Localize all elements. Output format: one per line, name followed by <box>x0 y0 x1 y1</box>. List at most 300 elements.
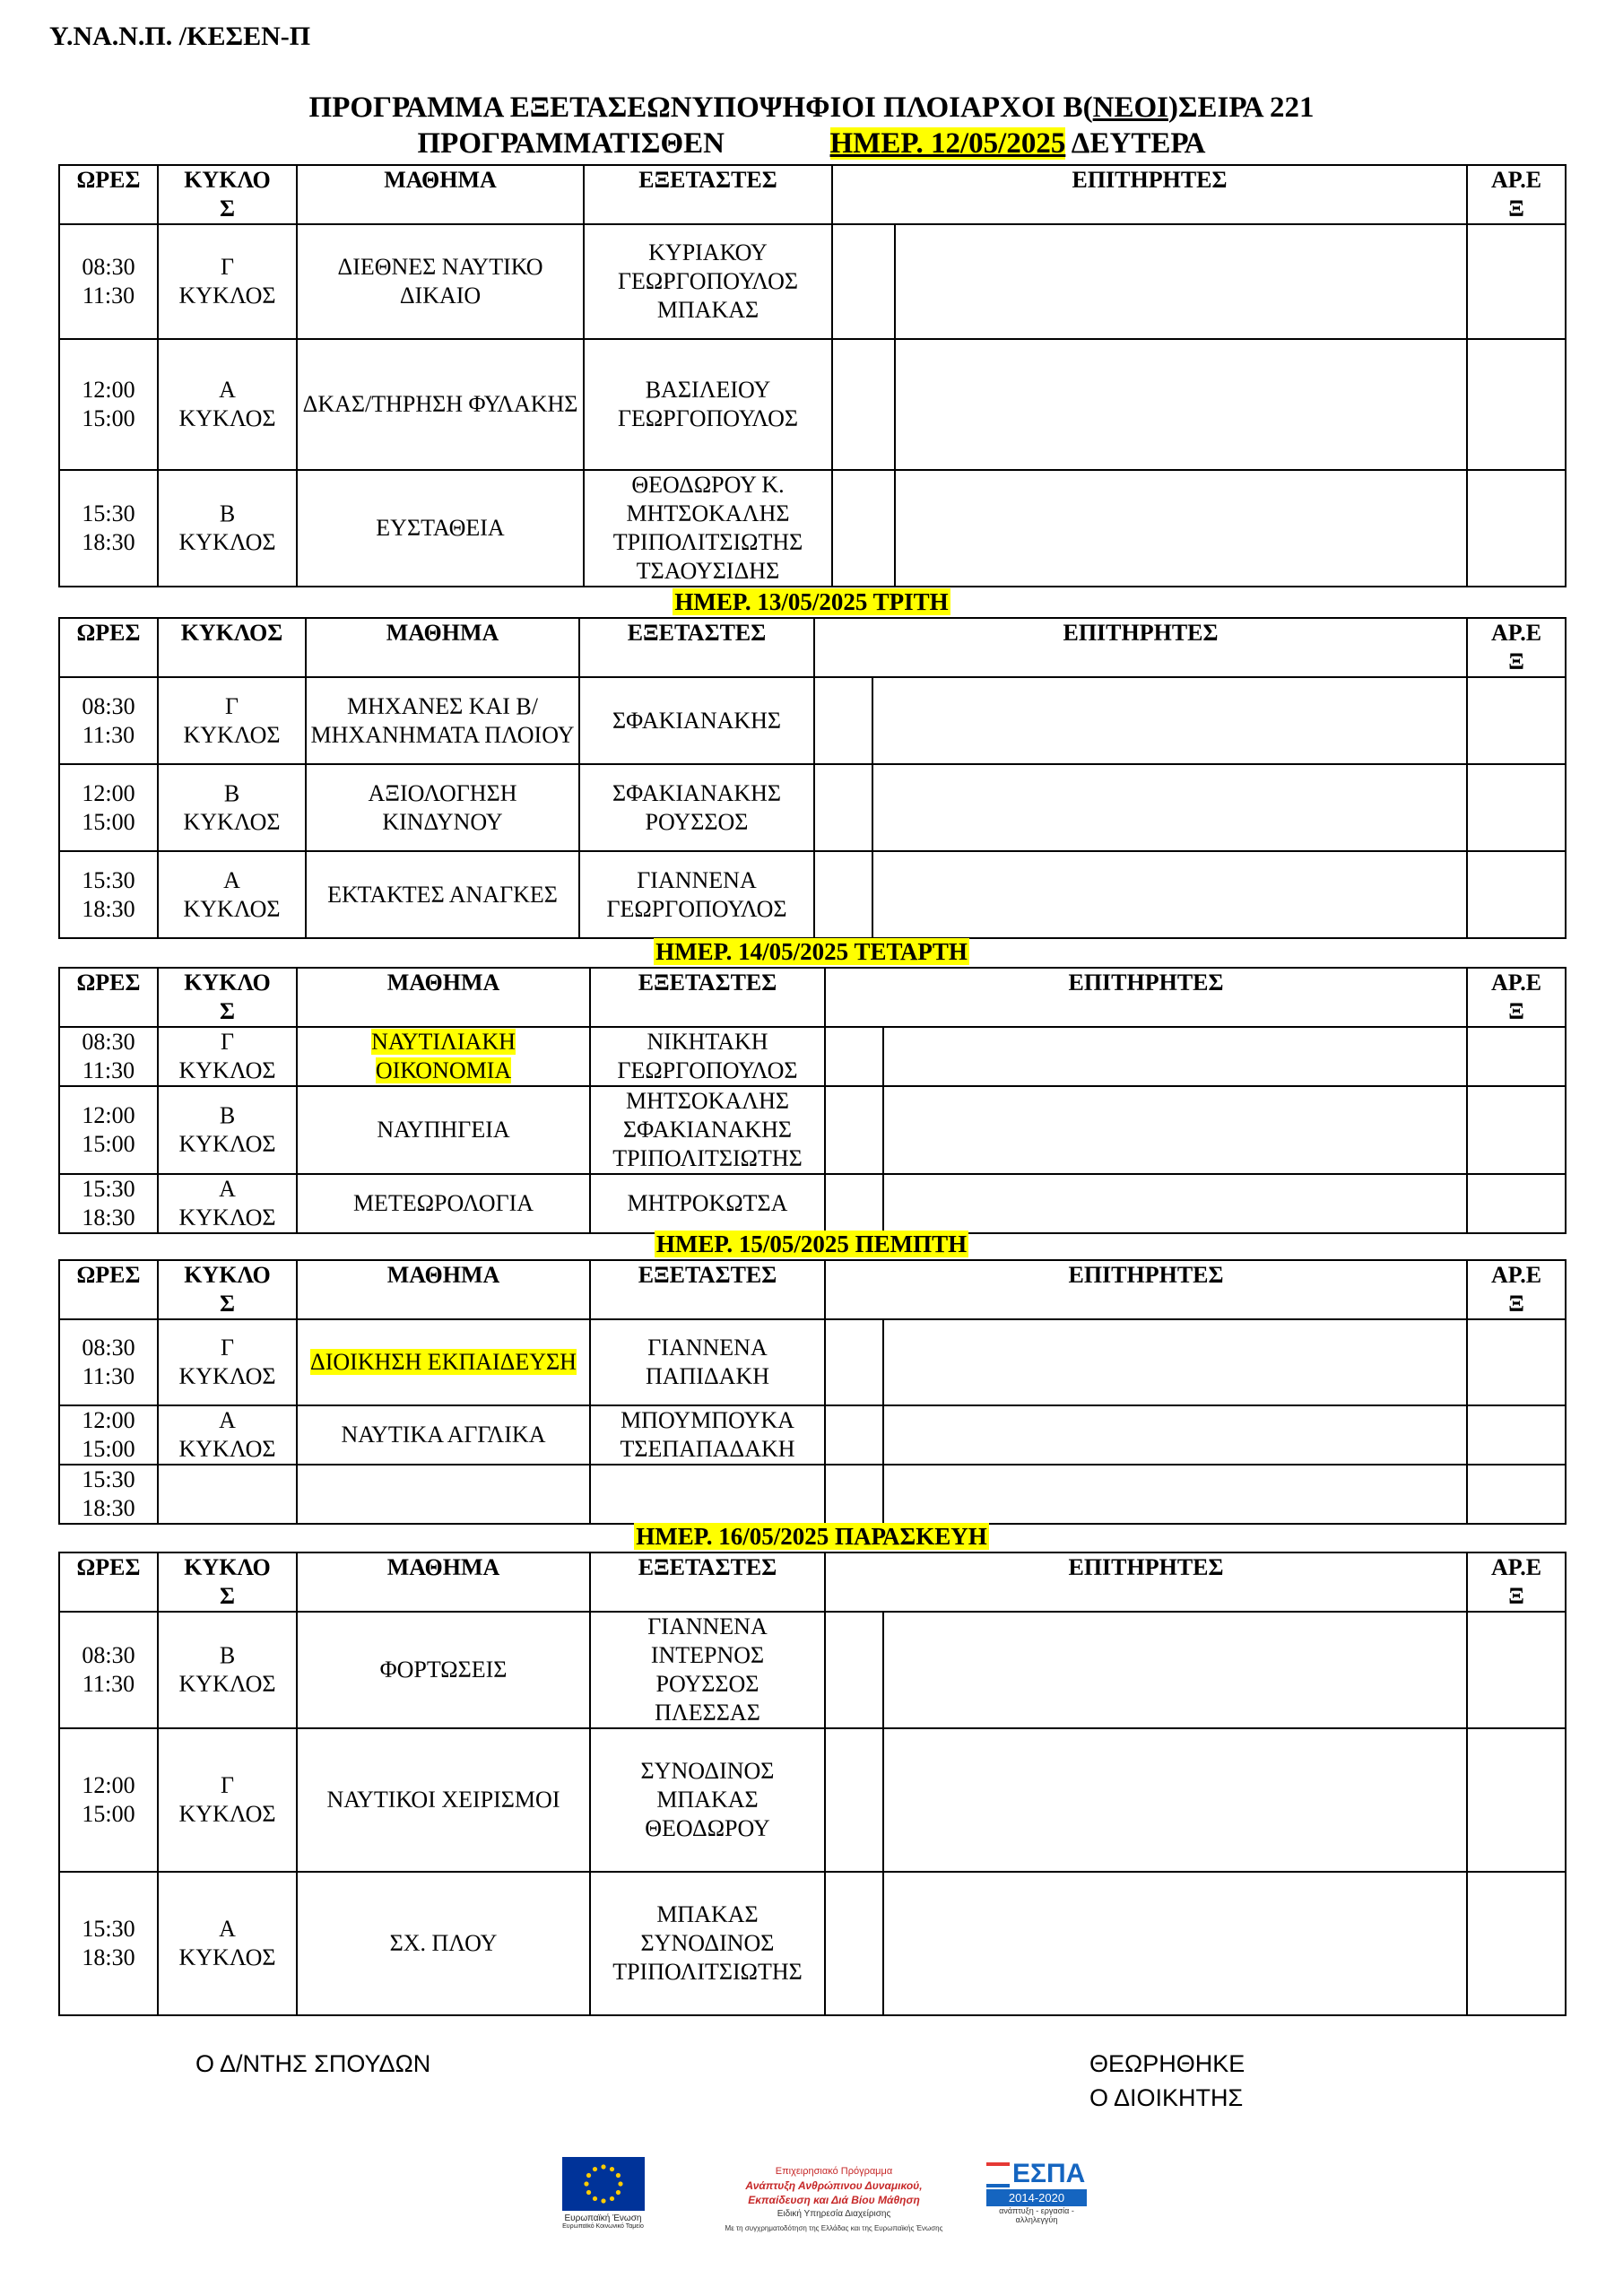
exam-examiners <box>590 1728 825 1872</box>
exam-course <box>306 851 579 938</box>
header-row <box>59 618 1566 677</box>
col-header-course: ΜΑΘΗΜΑ <box>297 968 590 1027</box>
exam-course <box>297 1612 590 1728</box>
supervisor-cell-wide <box>895 224 1467 339</box>
exam-time <box>59 1465 158 1524</box>
exam-cycle <box>158 1086 297 1174</box>
director-of-studies-signature: Ο Δ/ΝΤΗΣ ΣΠΟΥΔΩΝ <box>195 2050 431 2077</box>
examiner-name: ΤΣΑΟΥΣΙΔΗΣ <box>636 558 780 584</box>
col-header-cycle: ΚΥΚΛΟ Σ <box>158 968 297 1027</box>
examiner-name: ΠΑΠΙΔΑΚΗ <box>645 1363 770 1389</box>
time-start: 08:30 <box>82 254 135 280</box>
cycle-part: ΚΥΚΛΟΣ <box>178 1801 276 1827</box>
col-header-exam-count: ΑΡ.Ε Ξ <box>1467 165 1566 224</box>
commander-label: Ο ΔΙΟΙΚΗΤΗΣ <box>1089 2084 1244 2111</box>
exam-cycle <box>158 1872 297 2015</box>
supervisor-cell-narrow <box>825 1465 883 1524</box>
examiner-name: ΓΙΑΝΝΕΝΑ <box>647 1613 768 1639</box>
supervisor-cell-narrow <box>825 1174 883 1233</box>
eu-star <box>615 2173 620 2178</box>
op-line-5: Με τη συγχρηματοδότηση της Ελλάδας και της Ευρωπαϊκής Ένωσης <box>725 2224 943 2232</box>
exam-count-cell <box>1467 1086 1566 1174</box>
exam-time <box>59 851 158 938</box>
exam-time <box>59 470 158 587</box>
time-end: 18:30 <box>82 1495 135 1521</box>
examiner-name: ΡΟΥΣΣΟΣ <box>645 808 749 835</box>
col-header-supervisors: ΕΠΙΤΗΡΗΤΕΣ <box>814 618 1467 677</box>
table-row <box>59 1728 1566 1872</box>
col-header-examiners: ΕΞΕΤΑΣΤΕΣ <box>579 618 814 677</box>
course-name: ΔΚΑΣ/ΤΗΡΗΣΗ ΦΥΛΑΚΗΣ <box>302 391 578 417</box>
examiner-name: ΣΦΑΚΙΑΝΑΚΗΣ <box>622 1117 793 1143</box>
course-name: ΝΑΥΠΗΓΕΙΑ <box>377 1117 510 1143</box>
approved-label: ΘΕΩΡΗΘΗΚΕ <box>1089 2050 1245 2077</box>
col-header-cycle: ΚΥΚΛΟΣ <box>158 618 306 677</box>
examiner-name: ΣΥΝΟΔΙΝΟΣ <box>640 1930 775 1956</box>
supervisor-cell-narrow <box>832 470 895 587</box>
time-end: 18:30 <box>82 1944 135 1970</box>
exam-examiners <box>584 224 832 339</box>
exam-examiners <box>590 1027 825 1086</box>
exam-examiners <box>579 851 814 938</box>
supervisor-cell-wide <box>883 1872 1467 2015</box>
cycle-part: ΚΥΚΛΟΣ <box>178 529 276 555</box>
exam-count-cell <box>1467 677 1566 764</box>
eu-star <box>601 2198 605 2203</box>
exam-time <box>59 1405 158 1465</box>
cycle-part: Α <box>223 866 240 893</box>
examiner-name: ΓΙΑΝΝΕΝΑ <box>647 1335 768 1361</box>
day-heading-label: ΗΜΕΡ. 16/05/2025 ΠΑΡΑΣΚΕΥΗ <box>636 1523 987 1550</box>
time-start: 15:30 <box>82 1176 135 1202</box>
cycle-part: ΚΥΚΛΟΣ <box>178 1363 276 1389</box>
day-heading-label: ΗΜΕΡ. 15/05/2025 ΠΕΜΠΤΗ <box>655 1231 968 1257</box>
espa-mark-icon <box>986 2162 1010 2187</box>
supervisor-cell-wide <box>883 1465 1467 1524</box>
course-name: ΝΑΥΤΙΛΙΑΚΗ ΟΙΚΟΝΟΜΙΑ <box>371 1029 516 1083</box>
supervisor-cell-wide <box>883 1086 1467 1174</box>
exam-cycle <box>158 1174 297 1233</box>
exam-time <box>59 224 158 339</box>
header-row <box>59 1552 1566 1612</box>
supervisor-cell-narrow <box>814 677 872 764</box>
col-header-course: ΜΑΘΗΜΑ <box>297 1552 590 1612</box>
cycle-part: ΚΥΚΛΟΣ <box>178 1131 276 1157</box>
table-row <box>59 339 1566 470</box>
examiner-name: ΤΡΙΠΟΛΙΤΣΙΩΤΗΣ <box>612 1145 803 1171</box>
espa-tagline: ανάπτυξη - εργασία - αλληλεγγύη <box>999 2206 1074 2224</box>
schedule-table-day-4 <box>58 1259 1567 1525</box>
exam-count-cell <box>1467 1465 1566 1524</box>
eu-star <box>618 2181 622 2186</box>
supervisor-cell-wide <box>883 1405 1467 1465</box>
schedule-body <box>59 1552 1566 2015</box>
col-header-cycle: ΚΥΚΛΟ Σ <box>158 1260 297 1319</box>
exam-course <box>297 470 584 587</box>
time-end: 18:30 <box>82 895 135 922</box>
day-heading-3 <box>0 937 1623 967</box>
examiner-name: ΜΠΑΚΑΣ <box>656 297 759 323</box>
supervisor-cell-wide <box>895 339 1467 470</box>
exam-course <box>297 1027 590 1086</box>
eu-caption: Ευρωπαϊκή Ένωση <box>564 2213 642 2223</box>
schedule-body <box>59 618 1566 938</box>
exam-cycle <box>158 851 306 938</box>
examiner-name: ΜΗΤΣΟΚΑΛΗΣ <box>626 500 790 526</box>
eu-star <box>609 2196 613 2201</box>
examiner-name: ΓΙΑΝΝΕΝΑ <box>637 866 757 893</box>
cycle-part: Γ <box>220 1772 235 1798</box>
supervisor-cell-wide <box>872 851 1467 938</box>
examiner-name: ΝΙΚΗΤΑΚΗ <box>647 1029 768 1055</box>
exam-cycle <box>158 1027 297 1086</box>
exam-cycle <box>158 224 297 339</box>
exam-course <box>306 677 579 764</box>
course-name: ΜΕΤΕΩΡΟΛΟΓΙΑ <box>352 1190 534 1216</box>
course-name: ΔΙΟΙΚΗΣΗ ΕΚΠΑΙΔΕΥΣΗ <box>310 1349 577 1375</box>
exam-cycle <box>158 1612 297 1728</box>
exam-time <box>59 1174 158 1233</box>
table-row <box>59 1027 1566 1086</box>
time-end: 15:00 <box>82 808 135 835</box>
op-line-3: Εκπαίδευση και Διά Βίου Μάθηση <box>748 2194 920 2206</box>
time-start: 15:30 <box>82 1916 135 1942</box>
supervisor-cell-wide <box>883 1319 1467 1405</box>
document-title <box>0 90 1623 126</box>
cycle-part: Β <box>219 1642 236 1668</box>
supervisor-cell-narrow <box>825 1872 883 2015</box>
col-header-exam-count: ΑΡ.Ε Ξ <box>1467 618 1566 677</box>
day-heading-label: ΗΜΕΡ. 13/05/2025 ΤΡΙΤΗ <box>674 588 949 615</box>
schedule-table-day-5 <box>58 1552 1567 2016</box>
course-name: ΝΑΥΤΙΚΟΙ ΧΕΙΡΙΣΜΟΙ <box>326 1787 560 1813</box>
examiner-name: ΜΗΤΡΟΚΩΤΣΑ <box>627 1190 788 1216</box>
col-header-hours: ΩΡΕΣ <box>59 968 158 1027</box>
eu-star <box>586 2190 590 2195</box>
examiner-name: ΤΡΙΠΟΛΙΤΣΙΩΤΗΣ <box>612 529 803 555</box>
exam-course <box>297 1319 590 1405</box>
title-underlined: ΝΕΟΙ <box>1092 91 1168 124</box>
exam-course <box>297 339 584 470</box>
exam-course <box>297 1086 590 1174</box>
supervisor-cell-narrow <box>832 339 895 470</box>
col-header-course: ΜΑΘΗΜΑ <box>297 1260 590 1319</box>
time-start: 12:00 <box>82 779 135 806</box>
col-header-exam-count: ΑΡ.Ε Ξ <box>1467 1552 1566 1612</box>
time-end: 11:30 <box>82 1671 135 1697</box>
examiner-name: ΓΕΩΡΓΟΠΟΥΛΟΣ <box>606 895 787 922</box>
eu-star <box>592 2167 596 2171</box>
supervisor-cell-wide <box>883 1728 1467 1872</box>
exam-time <box>59 339 158 470</box>
document-subtitle <box>0 126 1623 161</box>
cycle-part: Β <box>219 1102 236 1128</box>
day-heading-2 <box>0 587 1623 617</box>
supervisor-cell-narrow <box>825 1728 883 1872</box>
supervisor-cell-narrow <box>814 851 872 938</box>
course-name: ΕΥΣΤΑΘΕΙΑ <box>376 515 505 541</box>
table-row <box>59 851 1566 938</box>
exam-time <box>59 677 158 764</box>
cycle-part: Α <box>219 1407 236 1433</box>
eu-star <box>615 2190 620 2195</box>
exam-examiners <box>590 1405 825 1465</box>
exam-count-cell <box>1467 1319 1566 1405</box>
col-header-cycle: ΚΥΚΛΟ Σ <box>158 1552 297 1612</box>
op-line-1: Επιχειρησιακό Πρόγραμμα <box>775 2166 893 2177</box>
exam-examiners <box>590 1612 825 1728</box>
table-row <box>59 1872 1566 2015</box>
examiner-name: ΒΑΣΙΛΕΙΟΥ <box>645 377 771 403</box>
operational-programme-logo <box>708 2164 959 2236</box>
examiner-name: ΡΟΥΣΣΟΣ <box>655 1671 759 1697</box>
cycle-part: ΚΥΚΛΟΣ <box>178 1057 276 1083</box>
exam-examiners <box>579 677 814 764</box>
title-suffix: )ΣΕΙΡΑ 221 <box>1167 91 1315 124</box>
exam-time <box>59 764 158 851</box>
col-header-examiners: ΕΞΕΤΑΣΤΕΣ <box>590 968 825 1027</box>
time-end: 11:30 <box>82 1363 135 1389</box>
cycle-part: ΚΥΚΛΟΣ <box>178 1436 276 1462</box>
eu-star <box>592 2196 596 2201</box>
time-start: 15:30 <box>82 500 135 526</box>
eu-star <box>584 2181 588 2186</box>
time-end: 18:30 <box>82 529 135 555</box>
examiner-name: ΣΦΑΚΙΑΝΑΚΗΣ <box>612 779 782 806</box>
examiner-name: ΤΡΙΠΟΛΙΤΣΙΩΤΗΣ <box>612 1959 803 1985</box>
schedule-body <box>59 165 1566 587</box>
examiner-name: ΜΠΑΚΑΣ <box>656 1901 759 1927</box>
examiner-name: ΣΥΝΟΔΙΝΟΣ <box>640 1758 775 1784</box>
exam-cycle <box>158 1319 297 1405</box>
examiner-name: ΜΗΤΣΟΚΑΛΗΣ <box>626 1088 789 1114</box>
exam-cycle <box>158 1465 297 1524</box>
cycle-part: ΚΥΚΛΟΣ <box>183 895 281 922</box>
supervisor-cell-narrow <box>825 1319 883 1405</box>
first-day-date: ΗΜΕΡ. 12/05/2025 <box>829 127 1066 160</box>
cycle-part: Γ <box>220 254 235 280</box>
exam-count-cell <box>1467 1728 1566 1872</box>
eu-star <box>586 2173 590 2178</box>
eu-star <box>609 2167 613 2171</box>
header-row <box>59 968 1566 1027</box>
table-row <box>59 1174 1566 1233</box>
exam-time <box>59 1872 158 2015</box>
cycle-part: Β <box>223 779 240 806</box>
schedule-table-day-2 <box>58 617 1567 939</box>
cycle-part: Β <box>219 500 236 526</box>
exam-examiners <box>584 470 832 587</box>
day-heading-5 <box>0 1522 1623 1552</box>
exam-examiners <box>590 1872 825 2015</box>
table-row <box>59 1465 1566 1524</box>
schedule-table-day-3 <box>58 967 1567 1234</box>
time-end: 15:00 <box>82 405 135 431</box>
examiner-name: ΘΕΟΔΩΡΟΥ <box>645 1815 770 1841</box>
cycle-part: ΚΥΚΛΟΣ <box>183 721 281 748</box>
exam-cycle <box>158 470 297 587</box>
exam-count-cell <box>1467 1612 1566 1728</box>
time-start: 08:30 <box>82 692 135 719</box>
exam-cycle <box>158 339 297 470</box>
exam-count-cell <box>1467 1872 1566 2015</box>
supervisor-cell-narrow <box>825 1405 883 1465</box>
exam-examiners <box>590 1465 825 1524</box>
exam-count-cell <box>1467 224 1566 339</box>
supervisor-cell-narrow <box>825 1086 883 1174</box>
supervisor-cell-narrow <box>814 764 872 851</box>
table-row <box>59 1086 1566 1174</box>
exam-time <box>59 1728 158 1872</box>
exam-count-cell <box>1467 1405 1566 1465</box>
table-row <box>59 764 1566 851</box>
exam-course <box>297 1728 590 1872</box>
col-header-examiners: ΕΞΕΤΑΣΤΕΣ <box>590 1260 825 1319</box>
exam-time <box>59 1319 158 1405</box>
exam-count-cell <box>1467 339 1566 470</box>
examiner-name: ΚΥΡΙΑΚΟΥ <box>648 239 768 265</box>
exam-count-cell <box>1467 1027 1566 1086</box>
exam-cycle <box>158 764 306 851</box>
supervisor-cell-wide <box>872 677 1467 764</box>
cycle-part: Α <box>219 1916 236 1942</box>
course-name: ΜΗΧΑΝΕΣ ΚΑΙ Β/ΜΗΧΑΝΗΜΑΤΑ ΠΛΟΙΟΥ <box>310 692 575 748</box>
time-end: 11:30 <box>82 721 135 748</box>
table-row <box>59 470 1566 587</box>
examiner-name: ΓΕΩΡΓΟΠΟΥΛΟΣ <box>617 1057 798 1083</box>
col-header-hours: ΩΡΕΣ <box>59 1260 158 1319</box>
time-start: 15:30 <box>82 866 135 893</box>
espa-logo <box>986 2159 1087 2224</box>
col-header-supervisors: ΕΠΙΤΗΡΗΤΕΣ <box>832 165 1467 224</box>
exam-examiners <box>590 1319 825 1405</box>
exam-cycle <box>158 1405 297 1465</box>
op-line-4: Ειδική Υπηρεσία Διαχείρισης <box>777 2209 891 2219</box>
col-header-hours: ΩΡΕΣ <box>59 618 158 677</box>
organization-code: Υ.ΝΑ.Ν.Π. /ΚΕΣΕΝ-Π <box>49 22 311 51</box>
col-header-supervisors: ΕΠΙΤΗΡΗΤΕΣ <box>825 1260 1467 1319</box>
exam-examiners <box>584 339 832 470</box>
time-start: 12:00 <box>82 1772 135 1798</box>
time-end: 15:00 <box>82 1131 135 1157</box>
course-name: ΦΟΡΤΩΣΕΙΣ <box>379 1657 508 1683</box>
espa-text: ΕΣΠΑ <box>1012 2159 1086 2188</box>
cycle-part: ΚΥΚΛΟΣ <box>183 808 281 835</box>
supervisor-cell-narrow <box>825 1027 883 1086</box>
col-header-examiners: ΕΞΕΤΑΣΤΕΣ <box>590 1552 825 1612</box>
exam-examiners <box>590 1174 825 1233</box>
col-header-cycle: ΚΥΚΛΟ Σ <box>158 165 297 224</box>
examiner-name: ΜΠΟΥΜΠΟΥΚΑ <box>621 1407 794 1433</box>
course-name: ΝΑΥΤΙΚΑ ΑΓΓΛΙΚΑ <box>341 1422 546 1448</box>
cycle-part: ΚΥΚΛΟΣ <box>178 405 276 431</box>
espa-name <box>986 2159 1087 2189</box>
time-end: 11:30 <box>82 1057 135 1083</box>
time-end: 11:30 <box>82 283 135 309</box>
col-header-supervisors: ΕΠΙΤΗΡΗΤΕΣ <box>825 968 1467 1027</box>
time-start: 08:30 <box>82 1029 135 1055</box>
time-end: 15:00 <box>82 1436 135 1462</box>
examiner-name: ΙΝΤΕΡΝΟΣ <box>650 1642 765 1668</box>
cycle-part: ΚΥΚΛΟΣ <box>178 1205 276 1231</box>
course-name: ΕΚΤΑΚΤΕΣ ΑΝΑΓΚΕΣ <box>327 881 558 908</box>
exam-count-cell <box>1467 470 1566 587</box>
examiner-name: ΤΣΕΠΑΠΑΔΑΚΗ <box>620 1436 795 1462</box>
eu-star <box>601 2164 605 2169</box>
time-start: 12:00 <box>82 1407 135 1433</box>
supervisor-cell-wide <box>895 470 1467 587</box>
op-line-2: Ανάπτυξη Ανθρώπινου Δυναμικού, <box>745 2179 923 2192</box>
header-row <box>59 1260 1566 1319</box>
exam-cycle <box>158 677 306 764</box>
cycle-part: Α <box>219 1176 236 1202</box>
exam-count-cell <box>1467 764 1566 851</box>
exam-course <box>297 1465 590 1524</box>
exam-cycle <box>158 1728 297 1872</box>
exam-count-cell <box>1467 1174 1566 1233</box>
eu-logo <box>560 2157 646 2230</box>
exam-course <box>306 764 579 851</box>
title-prefix: ΠΡΟΓΡΑΜΜΑ ΕΞΕΤΑΣΕΩΝΥΠΟΨΗΦΙΟΙ ΠΛΟΙΑΡΧΟΙ Β( <box>308 91 1093 124</box>
programmed-label: ΠΡΟΓΡΑΜΜΑΤΙΣΘΕΝ <box>417 127 725 160</box>
course-name: ΑΞΙΟΛΟΓΗΣΗ ΚΙΝΔΥΝΟΥ <box>368 779 517 835</box>
col-header-exam-count: ΑΡ.Ε Ξ <box>1467 1260 1566 1319</box>
col-header-course: ΜΑΘΗΜΑ <box>297 165 584 224</box>
commander-approval <box>1089 2047 1245 2115</box>
col-header-hours: ΩΡΕΣ <box>59 165 158 224</box>
examiner-name: ΓΕΩΡΓΟΠΟΥΛΟΣ <box>618 405 798 431</box>
table-row <box>59 1319 1566 1405</box>
time-start: 15:30 <box>82 1466 135 1492</box>
schedule-body <box>59 1260 1566 1524</box>
cycle-part: ΚΥΚΛΟΣ <box>178 1944 276 1970</box>
time-start: 12:00 <box>82 377 135 403</box>
exam-time <box>59 1612 158 1728</box>
supervisor-cell-wide <box>883 1174 1467 1233</box>
cycle-part: ΚΥΚΛΟΣ <box>178 1671 276 1697</box>
exam-time <box>59 1086 158 1174</box>
course-name: ΔΙΕΘΝΕΣ ΝΑΥΤΙΚΟ ΔΙΚΑΙΟ <box>337 254 543 309</box>
exam-course <box>297 1872 590 2015</box>
col-header-hours: ΩΡΕΣ <box>59 1552 158 1612</box>
col-header-exam-count: ΑΡ.Ε Ξ <box>1467 968 1566 1027</box>
exam-examiners <box>579 764 814 851</box>
examiner-name: ΠΛΕΣΣΑΣ <box>655 1700 760 1726</box>
cycle-part: Γ <box>220 1335 235 1361</box>
exam-examiners <box>590 1086 825 1174</box>
examiner-name: ΣΦΑΚΙΑΝΑΚΗΣ <box>612 707 782 734</box>
time-end: 18:30 <box>82 1205 135 1231</box>
table-row <box>59 1405 1566 1465</box>
day-heading-4 <box>0 1230 1623 1259</box>
exam-course <box>297 1174 590 1233</box>
cycle-part: Α <box>219 377 236 403</box>
table-row <box>59 677 1566 764</box>
eu-subcaption: Ευρωπαϊκό Κοινωνικό Ταμείο <box>562 2223 644 2230</box>
supervisor-cell-wide <box>883 1027 1467 1086</box>
exam-time <box>59 1027 158 1086</box>
cycle-part: Γ <box>220 1029 235 1055</box>
supervisor-cell-wide <box>883 1612 1467 1728</box>
table-row <box>59 1612 1566 1728</box>
funding-logos <box>0 2157 1623 2256</box>
time-start: 12:00 <box>82 1102 135 1128</box>
supervisor-cell-narrow <box>825 1612 883 1728</box>
eu-stars-icon <box>562 2157 645 2211</box>
table-row <box>59 224 1566 339</box>
exam-course <box>297 224 584 339</box>
supervisor-cell-narrow <box>832 224 895 339</box>
